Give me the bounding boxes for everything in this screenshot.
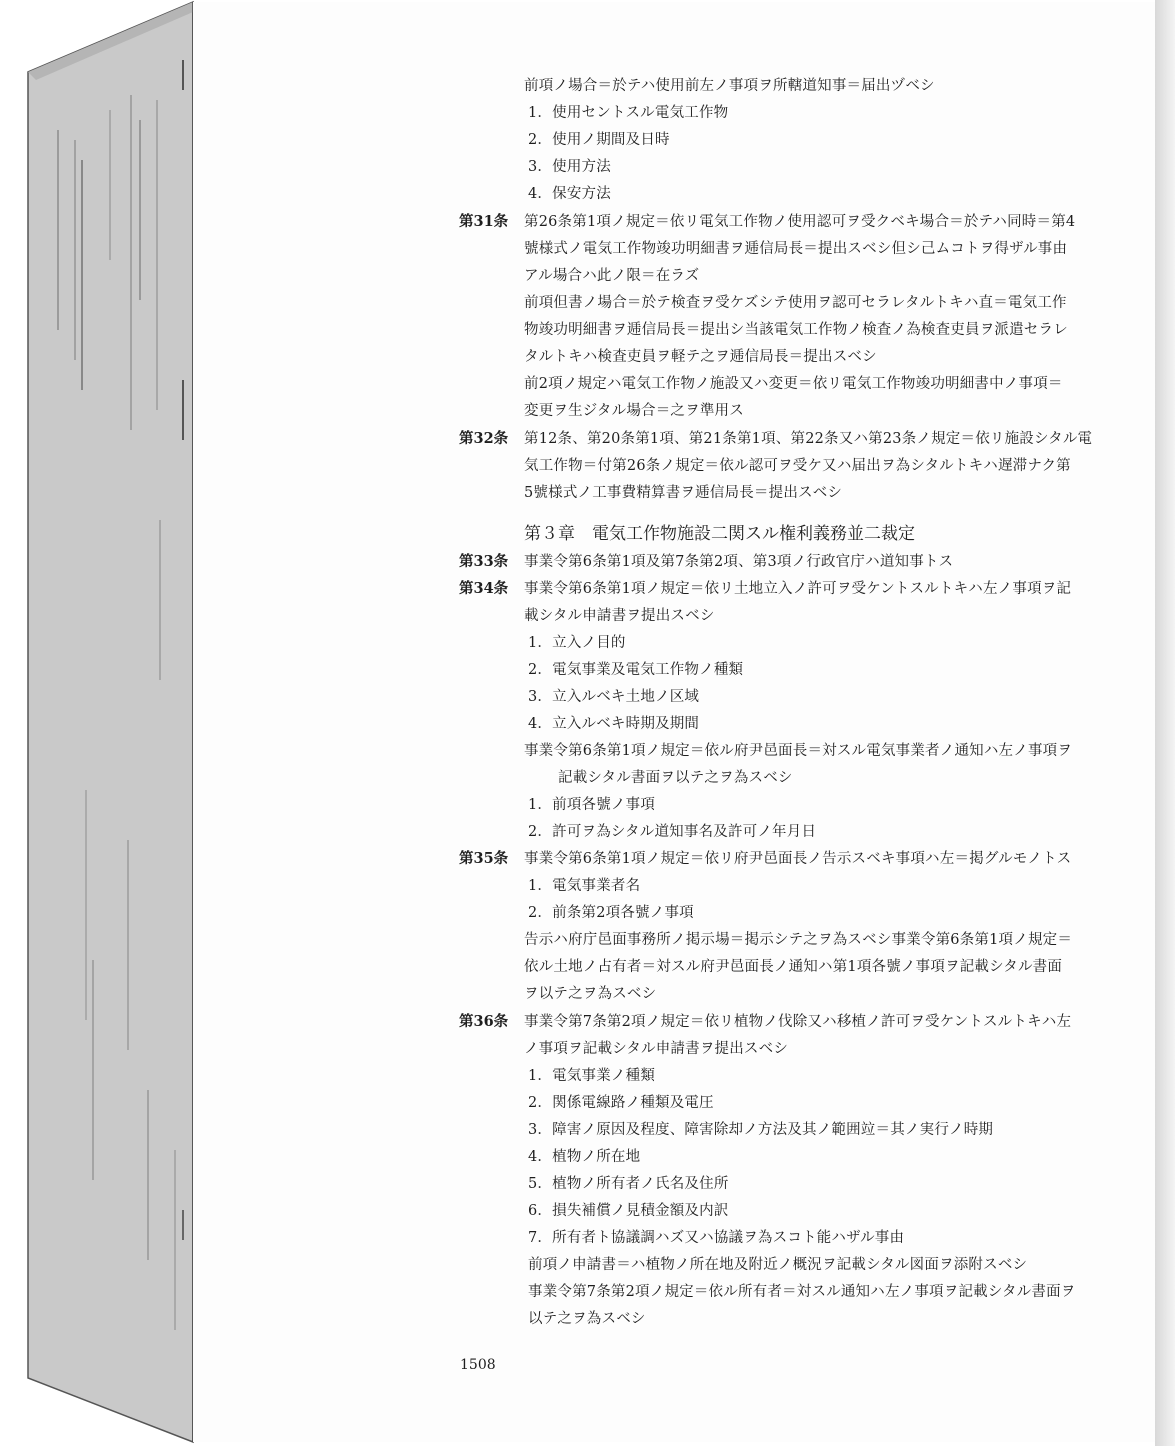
text-line: 5號様式ノ工事費精算書ヲ逓信局長＝提出スベシ [524, 485, 843, 501]
text-line: 依ル土地ノ占有者＝対スル府尹邑面長ノ通知ハ第1項各號ノ事項ヲ記載シタル書面 [524, 959, 1063, 975]
text-line: 5．植物ノ所有者ノ氏名及住所 [528, 1176, 729, 1192]
text-line: ノ事項ヲ記載シタル申請書ヲ提出スベシ [524, 1041, 789, 1057]
article-number: 第34条 [459, 580, 509, 597]
text-line: 記載シタル書面ヲ以テ之ヲ為スベシ [558, 770, 793, 786]
text-line: 1．前項各號ノ事項 [528, 797, 656, 813]
article-number: 第31条 [459, 213, 509, 230]
text-line: 2．許可ヲ為シタル道知事名及許可ノ年月日 [528, 824, 817, 840]
text-line: ヲ以テ之ヲ為スベシ [524, 986, 657, 1002]
text-line: 1．電気事業ノ種類 [528, 1068, 656, 1084]
text-line: 1．電気事業者名 [528, 878, 641, 894]
text-line: 2．電気事業及電気工作物ノ種類 [528, 662, 744, 678]
text-line: 號様式ノ電気工作物竣功明細書ヲ逓信局長＝提出スベシ但シ己ムコトヲ得ザル事由 [524, 241, 1068, 257]
text-line: 告示ハ府庁邑面事務所ノ掲示場＝掲示シテ之ヲ為スベシ事業令第6条第1項ノ規定＝ [524, 932, 1073, 948]
text-line: 6．損失補償ノ見積金額及内訳 [528, 1203, 729, 1219]
text-line: 変更ヲ生ジタル場合＝之ヲ準用ス [524, 403, 744, 419]
text-line: 1．立入ノ目的 [528, 635, 626, 651]
text-line: 載シタル申請書ヲ提出スベシ [524, 608, 715, 624]
text-line: 事業令第6条第1項ノ規定＝依リ府尹邑面長ノ告示スベキ事項ハ左＝掲グルモノトス [524, 851, 1072, 867]
article-number: 第33条 [459, 553, 509, 570]
text-line: 事業令第6条第1項ノ規定＝依リ土地立入ノ許可ヲ受ケントスルトキハ左ノ事項ヲ記 [524, 581, 1072, 597]
text-line: 3．使用方法 [528, 159, 611, 175]
text-line: 物竣功明細書ヲ逓信局長＝提出シ当該電気工作物ノ検査ノ為検査吏員ヲ派遣セラレ [524, 322, 1068, 338]
text-line: 事業令第7条第2項ノ規定＝依リ植物ノ伐除又ハ移植ノ許可ヲ受ケントスルトキハ左 [524, 1014, 1072, 1030]
chapter-heading: 第３章 電気工作物施設二関スル権利義務並二裁定 [524, 524, 915, 544]
text-line: アル場合ハ此ノ限＝在ラズ [524, 268, 700, 284]
text-line: 4．植物ノ所在地 [528, 1149, 641, 1165]
text-line: 2．前条第2項各號ノ事項 [528, 905, 694, 921]
text-line: 第26条第1項ノ規定＝依リ電気工作物ノ使用認可ヲ受クベキ場合＝於テハ同時＝第4 [524, 214, 1076, 230]
text-line: 前2項ノ規定ハ電気工作物ノ施設又ハ変更＝依リ電気工作物竣功明細書中ノ事項＝ [524, 376, 1063, 392]
article-number: 第36条 [459, 1013, 509, 1030]
text-line: 前項ノ場合＝於テハ使用前左ノ事項ヲ所轄道知事＝届出ヅベシ [524, 78, 935, 94]
text-line: 事業令第7条第2項ノ規定＝依ル所有者＝対スル通知ハ左ノ事項ヲ記載シタル書面ヲ [528, 1284, 1076, 1300]
text-line: 気工作物＝付第26条ノ規定＝依ル認可ヲ受ケ又ハ届出ヲ為シタルトキハ遅滞ナク第 [524, 458, 1071, 474]
text-line: タルトキハ検査吏員ヲ軽テ之ヲ逓信局長＝提出スベシ [524, 349, 877, 365]
text-line: 3．立入ルベキ土地ノ区域 [528, 689, 700, 705]
text-line: 前項ノ申請書＝ハ植物ノ所在地及附近ノ概況ヲ記載シタル図面ヲ添附スベシ [528, 1257, 1028, 1273]
text-line: 7．所有者ト協議調ハズ又ハ協議ヲ為スコト能ハザル事由 [528, 1230, 905, 1246]
article-number: 第35条 [459, 850, 509, 867]
text-line: 事業令第6条第1項ノ規定＝依ル府尹邑面長＝対スル電気事業者ノ通知ハ左ノ事項ヲ [524, 743, 1073, 759]
text-line: 2．使用ノ期間及日時 [528, 132, 670, 148]
page-edge-shadow [1155, 0, 1175, 1446]
text-line: 前項但書ノ場合＝於テ検査ヲ受ケズシテ使用ヲ認可セラレタルトキハ直＝電気工作 [524, 295, 1067, 311]
text-line: 以テ之ヲ為スベシ [528, 1311, 646, 1327]
text-line: 1．使用セントスル電気工作物 [528, 105, 729, 121]
text-line: 事業令第6条第1項及第7条第2項、第3項ノ行政官庁ハ道知事トス [524, 554, 954, 570]
article-number: 第32条 [459, 430, 509, 447]
text-line: 3．障害ノ原因及程度、障害除却ノ方法及其ノ範囲竝＝其ノ実行ノ時期 [528, 1122, 994, 1138]
page-number: 1508 [460, 1357, 496, 1373]
text-line: 第12条、第20条第1項、第21条第1項、第22条又ハ第23条ノ規定＝依リ施設シタル電 [524, 431, 1093, 447]
text-line: 2．関係電線路ノ種類及電圧 [528, 1095, 714, 1111]
text-line: 4．保安方法 [528, 186, 611, 202]
text-line: 4．立入ルベキ時期及期間 [528, 716, 700, 732]
